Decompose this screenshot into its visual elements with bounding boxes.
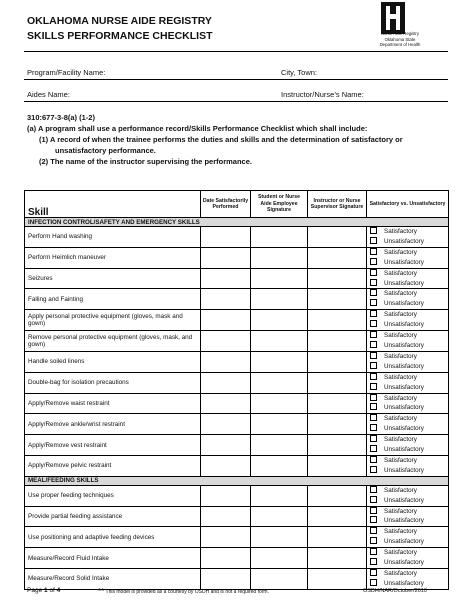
checkbox-icon[interactable] <box>370 456 377 463</box>
option-label: Unsatisfactory <box>384 538 424 546</box>
regulation-item-2: (2) The name of the instructor supervising the performance. <box>39 157 252 166</box>
unsatisfactory-option[interactable] <box>370 424 448 434</box>
student-signature-cell[interactable] <box>251 527 308 548</box>
instructor-signature-cell[interactable] <box>308 247 367 268</box>
date-cell[interactable] <box>201 289 251 310</box>
option-label: Satisfactory <box>384 332 417 340</box>
instructor-signature-cell[interactable] <box>308 310 367 331</box>
option-label: Unsatisfactory <box>384 341 424 349</box>
skill-name: Remove personal protective equipment (gloves, mask, and gown) <box>25 331 201 352</box>
student-signature-cell[interactable] <box>251 393 308 414</box>
option-label: Satisfactory <box>384 436 417 444</box>
section-row <box>25 218 449 227</box>
rating-cell <box>367 485 449 506</box>
instructor-signature-cell[interactable] <box>308 569 367 590</box>
instructor-signature-cell[interactable] <box>308 331 367 352</box>
satisfactory-option[interactable] <box>370 248 448 258</box>
unsatisfactory-option[interactable] <box>370 403 448 413</box>
table-row <box>25 247 449 268</box>
page-of: of <box>49 587 55 594</box>
title-line-1: OKLAHOMA NURSE AIDE REGISTRY <box>27 15 212 27</box>
student-signature-cell[interactable] <box>251 351 308 372</box>
satisfactory-option[interactable] <box>370 456 448 466</box>
unsatisfactory-option[interactable] <box>370 537 448 547</box>
regulation-text <box>27 112 447 167</box>
instructor-signature-cell[interactable] <box>308 414 367 435</box>
form-code: OSDH/NAR/October/2010 <box>363 588 427 594</box>
option-label: Satisfactory <box>384 228 417 235</box>
skill-name: Handle soiled linens <box>25 351 201 372</box>
rating-cell <box>367 393 449 414</box>
student-signature-cell[interactable] <box>251 435 308 456</box>
student-signature-cell[interactable] <box>251 506 308 527</box>
checkbox-icon[interactable] <box>370 435 377 442</box>
checkbox-icon[interactable] <box>370 269 377 276</box>
satisfactory-option[interactable] <box>370 394 448 404</box>
satisfactory-option[interactable] <box>370 373 448 383</box>
skill-name: Apply personal protective equipment (gloves, mask and gown) <box>25 310 201 331</box>
rating-cell <box>367 310 449 331</box>
table-row <box>25 527 449 548</box>
student-signature-cell[interactable] <box>251 331 308 352</box>
option-label: Unsatisfactory <box>384 559 424 567</box>
option-label: Satisfactory <box>384 570 417 577</box>
page-number <box>27 587 60 594</box>
checkbox-icon[interactable] <box>370 237 377 244</box>
rating-cell <box>367 569 449 590</box>
option-label: Unsatisfactory <box>384 383 424 391</box>
date-cell[interactable] <box>201 247 251 268</box>
date-cell[interactable] <box>201 331 251 352</box>
courtesy-note <box>98 587 269 596</box>
satisfactory-option[interactable] <box>370 227 448 237</box>
date-cell[interactable] <box>201 310 251 331</box>
date-cell[interactable] <box>201 268 251 289</box>
page-total: 4 <box>56 587 61 594</box>
city-town-label: City, Town: <box>281 68 317 77</box>
skill-name: Use proper feeding techniques <box>25 485 201 506</box>
skill-name: Falling and Fainting <box>25 289 201 310</box>
field-underline[interactable] <box>24 79 448 80</box>
page-num: 1 <box>44 587 48 594</box>
table-row <box>25 289 449 310</box>
checkbox-icon[interactable] <box>370 424 377 431</box>
unsatisfactory-option[interactable] <box>370 383 448 393</box>
option-label: Satisfactory <box>384 507 417 515</box>
instructor-signature-cell[interactable] <box>308 268 367 289</box>
logo-caption <box>356 31 444 48</box>
option-label: Satisfactory <box>384 269 417 277</box>
checkbox-icon[interactable] <box>370 320 377 327</box>
checkbox-icon[interactable] <box>370 569 377 576</box>
date-header: Date Satisfactorily Performed <box>201 191 251 218</box>
instructor-signature-cell[interactable] <box>308 435 367 456</box>
unsatisfactory-option[interactable] <box>370 558 448 568</box>
satisfactory-option[interactable] <box>370 310 448 320</box>
checkbox-icon[interactable] <box>370 279 377 286</box>
option-label: Satisfactory <box>384 311 417 319</box>
checkbox-icon[interactable] <box>370 486 377 493</box>
program-facility-label: Program/Facility Name: <box>27 68 106 77</box>
student-signature-cell[interactable] <box>251 247 308 268</box>
checkbox-icon[interactable] <box>370 445 377 452</box>
date-cell[interactable] <box>201 351 251 372</box>
checkbox-icon[interactable] <box>370 527 377 534</box>
regulation-line-a: (a) A program shall use a performance record/Skills Performance Checklist which shall include: <box>27 124 368 133</box>
checkbox-icon[interactable] <box>370 414 377 421</box>
option-label: Unsatisfactory <box>384 362 424 370</box>
satisfactory-option[interactable] <box>370 331 448 341</box>
option-label: Unsatisfactory <box>384 258 424 266</box>
table-row <box>25 455 449 476</box>
note-stars: ** <box>98 587 105 596</box>
option-label: Satisfactory <box>384 528 417 536</box>
skill-name: Measure/Record Fluid Intake <box>25 548 201 569</box>
date-cell[interactable] <box>201 455 251 476</box>
field-underline[interactable] <box>24 101 448 102</box>
satisfactory-option[interactable] <box>370 289 448 299</box>
table-row <box>25 351 449 372</box>
table-row <box>25 268 449 289</box>
option-label: Satisfactory <box>384 248 417 256</box>
checkbox-icon[interactable] <box>370 373 377 380</box>
option-label: Satisfactory <box>384 486 417 494</box>
rating-cell <box>367 372 449 393</box>
checkbox-icon[interactable] <box>370 352 377 359</box>
option-label: Unsatisfactory <box>384 579 424 587</box>
note-text: This model is provided as a courtesy by OSDH and is not a required form. <box>105 589 269 595</box>
date-cell[interactable] <box>201 435 251 456</box>
logo-line: Nurse Aide Registry <box>381 31 419 36</box>
option-label: Unsatisfactory <box>384 446 424 454</box>
checkbox-icon[interactable] <box>370 248 377 255</box>
option-label: Unsatisfactory <box>384 425 424 433</box>
section-title: INFECTION CONTROL/SAFETY AND EMERGENCY SKILLS <box>25 218 449 227</box>
checkbox-icon[interactable] <box>370 507 377 514</box>
skill-name: Apply/Remove vest restraint <box>25 435 201 456</box>
satisfactory-option[interactable] <box>370 269 448 279</box>
student-signature-cell[interactable] <box>251 310 308 331</box>
rating-cell <box>367 227 449 248</box>
instructor-signature-cell[interactable] <box>308 372 367 393</box>
unsatisfactory-option[interactable] <box>370 445 448 455</box>
rating-cell <box>367 268 449 289</box>
checkbox-icon[interactable] <box>370 558 377 565</box>
unsatisfactory-option[interactable] <box>370 237 448 247</box>
regulation-item-1: (1) A record of when the trainee performs the duties and skills and the determination of satisfactory or unsatisfactory performance. <box>39 135 403 155</box>
skill-name: Double-bag for isolation precautions <box>25 372 201 393</box>
unsatisfactory-option[interactable] <box>370 279 448 289</box>
student-signature-header: Student or Nurse Aide Employee Signature <box>251 191 308 218</box>
student-signature-cell[interactable] <box>251 548 308 569</box>
satisfactory-option[interactable] <box>370 527 448 537</box>
checkbox-icon[interactable] <box>370 516 377 523</box>
satisfactory-option[interactable] <box>370 507 448 517</box>
page-title <box>27 14 213 44</box>
checkbox-icon[interactable] <box>370 362 377 369</box>
option-label: Unsatisfactory <box>384 517 424 525</box>
unsatisfactory-option[interactable] <box>370 496 448 506</box>
student-signature-cell[interactable] <box>251 268 308 289</box>
skill-name: Apply/Remove pelvic restraint <box>25 455 201 476</box>
rating-cell <box>367 331 449 352</box>
checkbox-icon[interactable] <box>370 227 377 234</box>
unsatisfactory-option[interactable] <box>370 299 448 309</box>
aides-name-label: Aides Name: <box>27 90 70 99</box>
logo-line: Department of Health <box>379 42 421 48</box>
table-row <box>25 414 449 435</box>
instructor-signature-cell[interactable] <box>308 227 367 248</box>
checkbox-icon[interactable] <box>370 341 377 348</box>
skill-name: Apply/Remove ankle/wrist restraint <box>25 414 201 435</box>
skill-name: Apply/Remove waist restraint <box>25 393 201 414</box>
rating-cell <box>367 527 449 548</box>
skill-name: Perform Hand washing <box>25 227 201 248</box>
table-row <box>25 435 449 456</box>
checkbox-icon[interactable] <box>370 383 377 390</box>
date-cell[interactable] <box>201 372 251 393</box>
option-label: Unsatisfactory <box>384 466 424 474</box>
satisfactory-option[interactable] <box>370 435 448 445</box>
title-line-2: SKILLS PERFORMANCE CHECKLIST <box>27 30 213 42</box>
page-label: Page <box>27 587 43 594</box>
option-label: Satisfactory <box>384 394 417 402</box>
skill-header: Skill <box>25 191 201 218</box>
skills-table <box>24 190 449 590</box>
table-row <box>25 506 449 527</box>
date-cell[interactable] <box>201 414 251 435</box>
checkbox-icon[interactable] <box>370 403 377 410</box>
rating-cell <box>367 435 449 456</box>
date-cell[interactable] <box>201 227 251 248</box>
student-signature-cell[interactable] <box>251 485 308 506</box>
skill-name: Use positioning and adaptive feeding devices <box>25 527 201 548</box>
checkbox-icon[interactable] <box>370 394 377 401</box>
rating-cell <box>367 455 449 476</box>
rating-cell <box>367 289 449 310</box>
rating-cell <box>367 247 449 268</box>
skill-name: Perform Heimlich maneuver <box>25 247 201 268</box>
satisfactory-option[interactable] <box>370 548 448 558</box>
instructor-signature-cell[interactable] <box>308 351 367 372</box>
option-label: Satisfactory <box>384 352 417 360</box>
checkbox-icon[interactable] <box>370 496 377 503</box>
checkbox-icon[interactable] <box>370 548 377 555</box>
table-row <box>25 548 449 569</box>
unsatisfactory-option[interactable] <box>370 516 448 526</box>
student-signature-cell[interactable] <box>251 455 308 476</box>
option-label: Satisfactory <box>384 415 417 423</box>
option-label: Satisfactory <box>384 373 417 381</box>
student-signature-cell[interactable] <box>251 414 308 435</box>
instructor-signature-header: Instructor or Nurse Supervisor Signature <box>308 191 367 218</box>
regulation-cite: 310:677-3-8(a) (1-2) <box>27 113 95 122</box>
instructor-signature-cell[interactable] <box>308 455 367 476</box>
checkbox-icon[interactable] <box>370 331 377 338</box>
rating-cell <box>367 506 449 527</box>
header-divider <box>24 51 448 52</box>
section-row <box>25 476 449 485</box>
option-label: Satisfactory <box>384 549 417 557</box>
checkbox-icon[interactable] <box>370 258 377 265</box>
date-cell[interactable] <box>201 506 251 527</box>
checkbox-icon[interactable] <box>370 289 377 296</box>
unsatisfactory-option[interactable] <box>370 341 448 351</box>
student-signature-cell[interactable] <box>251 372 308 393</box>
checkbox-icon[interactable] <box>370 299 377 306</box>
option-label: Satisfactory <box>384 456 417 464</box>
date-cell[interactable] <box>201 548 251 569</box>
table-row <box>25 372 449 393</box>
satisfactory-option[interactable] <box>370 569 448 579</box>
satisfactory-header: Satisfactory vs. Unsatisfactory <box>367 191 449 218</box>
skill-name: Provide partial feeding assistance <box>25 506 201 527</box>
skill-name: Seizures <box>25 268 201 289</box>
rating-cell <box>367 351 449 372</box>
rating-cell <box>367 414 449 435</box>
rating-cell <box>367 548 449 569</box>
checkbox-icon[interactable] <box>370 466 377 473</box>
checkbox-icon[interactable] <box>370 537 377 544</box>
satisfactory-option[interactable] <box>370 352 448 362</box>
table-row <box>25 310 449 331</box>
logo-line: Oklahoma State <box>384 36 416 42</box>
checkbox-icon[interactable] <box>370 310 377 317</box>
option-label: Unsatisfactory <box>384 237 424 245</box>
instructor-nurse-label: Instructor/Nurse’s Name: <box>281 90 364 99</box>
option-label: Unsatisfactory <box>384 404 424 412</box>
option-label: Satisfactory <box>384 290 417 298</box>
table-row <box>25 393 449 414</box>
student-signature-cell[interactable] <box>251 289 308 310</box>
date-cell[interactable] <box>201 527 251 548</box>
osdh-logo-icon <box>381 2 405 34</box>
option-label: Unsatisfactory <box>384 279 424 287</box>
satisfactory-option[interactable] <box>370 414 448 424</box>
unsatisfactory-option[interactable] <box>370 258 448 268</box>
checkbox-icon[interactable] <box>370 579 377 586</box>
student-signature-cell[interactable] <box>251 227 308 248</box>
date-cell[interactable] <box>201 485 251 506</box>
instructor-signature-cell[interactable] <box>308 527 367 548</box>
satisfactory-option[interactable] <box>370 486 448 496</box>
option-label: Unsatisfactory <box>384 321 424 329</box>
unsatisfactory-option[interactable] <box>370 320 448 330</box>
instructor-signature-cell[interactable] <box>308 289 367 310</box>
table-row <box>25 227 449 248</box>
instructor-signature-cell[interactable] <box>308 485 367 506</box>
instructor-signature-cell[interactable] <box>308 548 367 569</box>
unsatisfactory-option[interactable] <box>370 466 448 476</box>
table-row <box>25 485 449 506</box>
table-row <box>25 331 449 352</box>
instructor-signature-cell[interactable] <box>308 393 367 414</box>
instructor-signature-cell[interactable] <box>308 506 367 527</box>
option-label: Unsatisfactory <box>384 300 424 308</box>
section-title: MEAL/FEEDING SKILLS <box>25 476 449 485</box>
option-label: Unsatisfactory <box>384 496 424 504</box>
unsatisfactory-option[interactable] <box>370 362 448 372</box>
date-cell[interactable] <box>201 393 251 414</box>
skill-name: Measure/Record Solid Intake <box>25 569 201 590</box>
